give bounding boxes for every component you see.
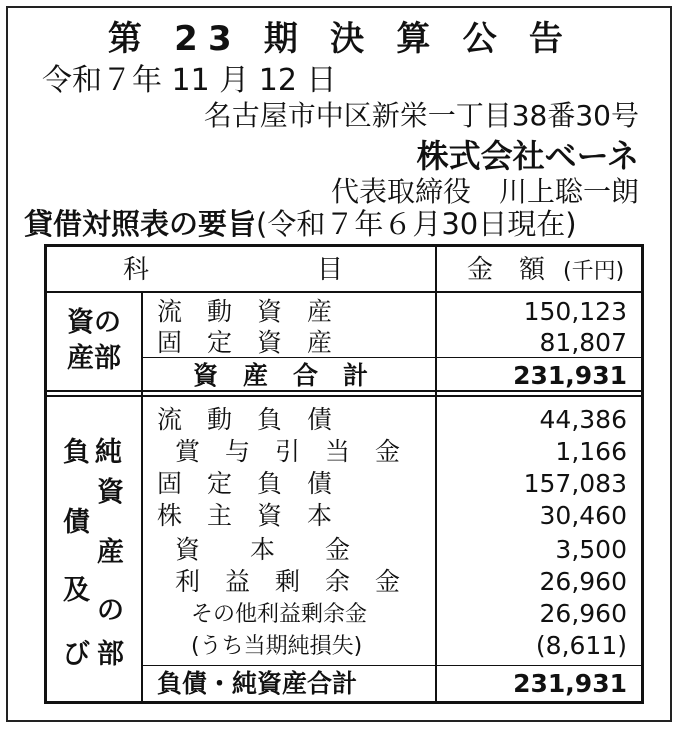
liability-row-label: 株 主 資 本 [157, 501, 333, 530]
liabilities-label-char: の [97, 595, 124, 626]
liability-row-label: その他利益剰余金 [191, 602, 368, 627]
liability-row-label: (うち当期純損失) [191, 634, 363, 659]
liability-row-amount: 26,960 [539, 599, 627, 628]
asset-row-amount: 81,807 [539, 328, 627, 357]
liability-row-label: 賞 与 引 当 金 [175, 437, 401, 466]
header-subject-1: 科 [123, 255, 150, 285]
asset-row-label: 固 定 資 産 [157, 328, 333, 357]
liability-row-label: 流 動 負 債 [157, 405, 333, 434]
company-name: 株式会社ベーネ [416, 137, 639, 175]
header-amount: 金 額 [467, 255, 546, 285]
liability-row-amount: 1,166 [555, 437, 627, 466]
liability-row-amount: 3,500 [555, 535, 627, 564]
liability-row-label: 固 定 負 債 [157, 469, 333, 498]
liability-row-amount: (8,611) [535, 631, 627, 660]
assets-bottom-divider-2 [47, 395, 641, 397]
assets-total-label: 資 産 合 計 [193, 361, 369, 390]
header-subject-2: 目 [317, 255, 344, 285]
liability-row-amount: 157,083 [523, 469, 627, 498]
liabilities-label-char: 部 [97, 639, 124, 670]
liabilities-label-char: 及 [63, 575, 90, 606]
liabilities-total-amount: 231,931 [513, 669, 627, 698]
amount-divider [435, 247, 437, 701]
header-unit: (千円) [563, 259, 625, 284]
assets-subtotal-divider [141, 357, 641, 358]
asset-row-amount: 150,123 [523, 297, 627, 326]
liabilities-label-char: 債 [63, 507, 90, 538]
assets-label-line1: 資の [67, 307, 121, 338]
asset-row-label: 流 動 資 産 [157, 297, 333, 326]
liabilities-label-char: 負 [63, 437, 90, 468]
liability-row-amount: 30,460 [539, 501, 627, 530]
header-divider [47, 291, 641, 293]
heading-text: 貸借対照表の要旨 [24, 207, 257, 241]
liability-row-label: 資 本 金 [175, 535, 351, 564]
liabilities-subtotal-divider [141, 665, 641, 666]
liability-row-label: 利 益 剰 余 金 [175, 567, 401, 596]
category-divider [141, 291, 143, 701]
liability-row-amount: 26,960 [539, 567, 627, 596]
assets-bottom-divider [47, 390, 641, 392]
assets-total-amount: 231,931 [513, 361, 627, 390]
liabilities-label-char: 純 [95, 437, 122, 468]
liabilities-total-label: 負債・純資産合計 [157, 669, 358, 698]
notice-date: 令和７年 11 月 12 日 [42, 63, 337, 98]
balance-sheet-heading [24, 207, 577, 241]
notice-title: 第 23 期 決 算 公 告 [107, 19, 574, 59]
liabilities-label-char: 産 [97, 537, 124, 568]
balance-sheet-table [44, 244, 644, 704]
representative-name: 代表取締役 川上聡一朗 [330, 175, 639, 208]
heading-date: (令和７年６月30日現在) [256, 207, 577, 241]
company-address: 名古屋市中区新栄一丁目38番30号 [203, 99, 639, 132]
liabilities-label-char: 資 [97, 477, 124, 508]
liability-row-amount: 44,386 [539, 405, 627, 434]
assets-label-line2: 産部 [67, 343, 121, 374]
liabilities-label-char: び [63, 639, 90, 670]
